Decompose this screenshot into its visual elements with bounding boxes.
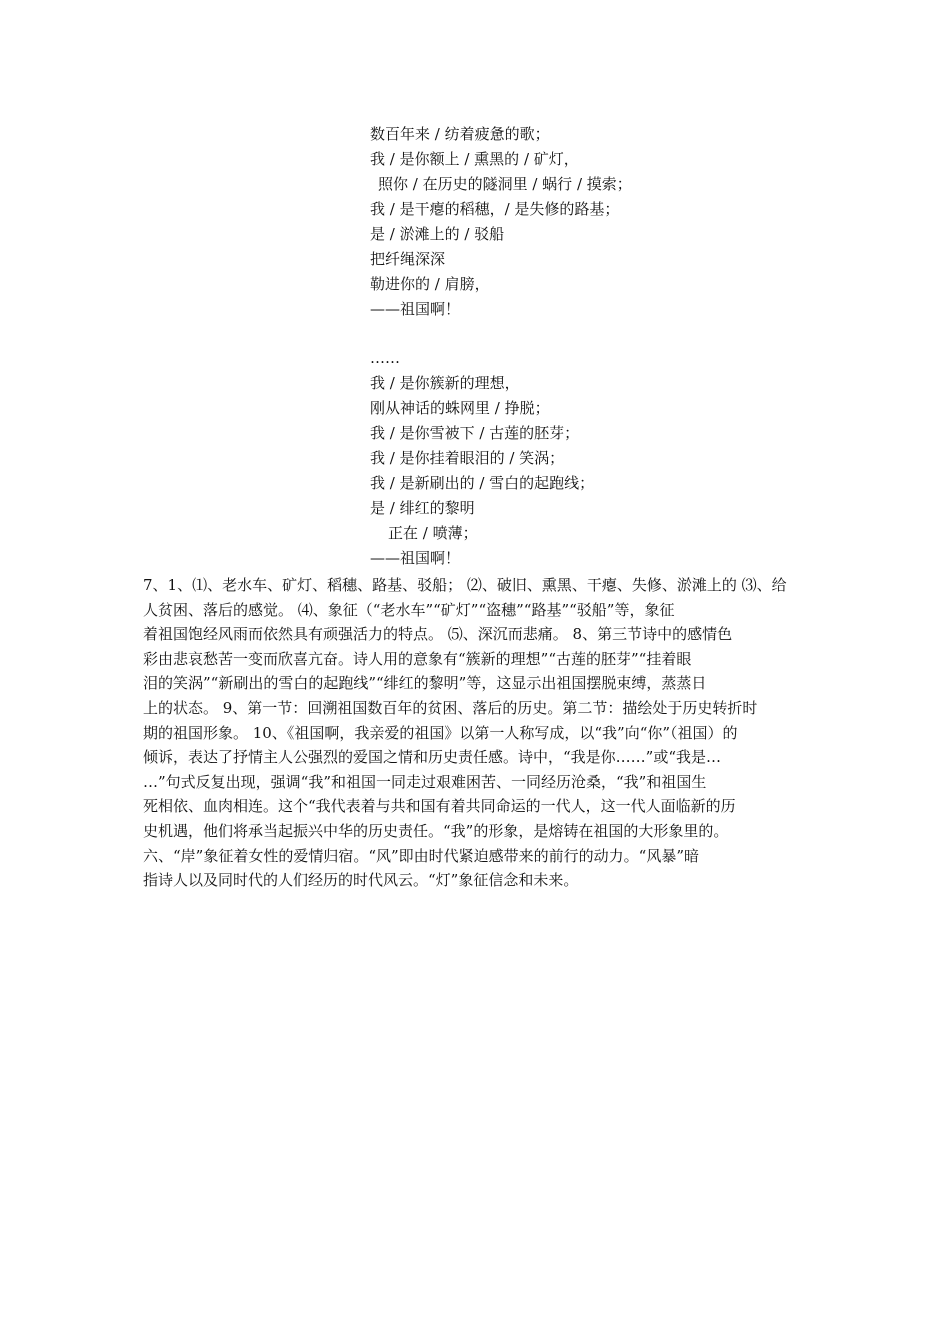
poem-line: 我 / 是你额上 / 熏黑的 / 矿灯， [370, 150, 579, 168]
answer-line: 着祖国饱经风雨而依然具有顽强活力的特点。 ⑸、深沉而悲痛。 8、第三节诗中的感情色 [143, 625, 733, 644]
answer-line: 六、“岸”象征着女性的爱情归宿。“风”即由时代紧迫感带来的前行的动力。“风暴”暗 [143, 846, 700, 865]
answer-line: 7、1、⑴、老水车、矿灯、稻穗、路基、驳船； ⑵、破旧、熏黑、干瘪、失修、淤滩上的 ⑶、给 [143, 576, 787, 594]
poem-line: 正在 / 喷薄； [388, 524, 478, 542]
answer-key [143, 573, 809, 893]
answer-line: 彩由悲哀愁苦一变而欣喜亢奋。诗人用的意象有“簇新的理想”“古莲的胚芽”“挂着眼 [143, 649, 692, 668]
answer-line: 上的状态。 9、第一节：回溯祖国数百年的贫困、落后的历史。第二节：描绘处于历史转折时 [143, 698, 758, 717]
poem-line: 数百年来 / 纺着疲惫的歌； [370, 125, 550, 143]
answer-line: 人贫困、落后的感觉。 ⑷、象征（“老水车”“矿灯”“盗穗”“路基”“驳船”等，象征 [143, 600, 675, 619]
poem-line: 是 / 绯红的黎明 [370, 499, 475, 517]
poem-line: 刚从神话的蛛网里 / 挣脱； [370, 399, 550, 417]
poem-line: 把纤绳深深 [370, 250, 446, 268]
answer-line: …”句式反复出现，强调“我”和祖国一同走过艰难困苦、一同经历沧桑，“我”和祖国生 [143, 772, 707, 791]
poem-line: 是 / 淤滩上的 / 驳船 [370, 225, 505, 243]
answer-line: 史机遇，他们将承当起振兴中华的历史责任。“我”的形象，是熔铸在祖国的大形象里的。 [143, 821, 729, 840]
answer-line: 指诗人以及同时代的人们经历的时代风云。“灯”象征信念和未来。 [143, 871, 579, 890]
poem-ellipsis: …… [370, 349, 400, 367]
answer-line: 死相依、血肉相连。这个“我代表着与共和国有着共同命运的一代人，这一代人面临新的历 [143, 797, 736, 816]
poem-excerpt [370, 122, 670, 571]
poem-line: 我 / 是你簇新的理想， [370, 374, 520, 392]
stanza-gap [370, 322, 670, 346]
poem-line: 我 / 是新刷出的 / 雪白的起跑线； [370, 474, 595, 492]
answer-line: 倾诉，表达了抒情主人公强烈的爱国之情和历史责任感。诗中，“我是你……”或“我是… [143, 748, 722, 767]
poem-line: ——祖国啊！ [370, 549, 461, 567]
poem-line: 我 / 是你挂着眼泪的 / 笑涡； [370, 449, 565, 467]
poem-line: ——祖国啊！ [370, 300, 461, 318]
poem-line: 照你 / 在历史的隧洞里 / 蜗行 / 摸索； [378, 175, 632, 193]
poem-line: 勒进你的 / 肩膀， [370, 275, 490, 293]
answer-line: 泪的笑涡”“新刷出的雪白的起跑线”“绯红的黎明”等，这显示出祖国摆脱束缚，蒸蒸日 [143, 674, 707, 693]
poem-line: 我 / 是你雪被下 / 古莲的胚芽； [370, 424, 580, 442]
poem-line: 我 / 是干瘪的稻穗，/ 是失修的路基； [370, 200, 620, 218]
answer-line: 期的祖国形象。 10、《祖国啊，我亲爱的祖国》以第一人称写成，以“我”向“你”（祖国）的 [143, 723, 738, 742]
